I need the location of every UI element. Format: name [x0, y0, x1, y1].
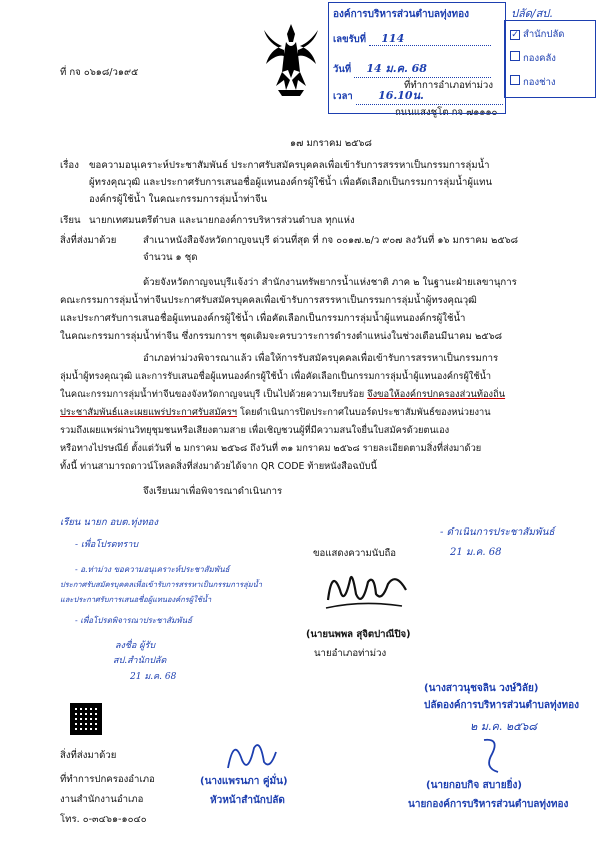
routing-item-label: สำนักปลัด	[523, 29, 565, 40]
note-date: 21 ม.ค. 68	[130, 672, 177, 682]
subject-line-1: ขอความอนุเคราะห์ประชาสัมพันธ์ ประกาศรับสมัครบุคคลเพื่อเข้ารับการสรรหาเป็นกรรมการลุ่มน้ำ	[89, 160, 490, 171]
receipt-number-value: 114	[369, 32, 491, 46]
note-signer: ลงชื่อ ผู้รับ	[115, 641, 156, 651]
footer-office: ที่ทำการปกครองอำเภอ	[60, 774, 155, 785]
paragraph-1-line-1: ด้วยจังหวัดกาญจนบุรีแจ้งว่า สำนักงานทรัพยากรน้ำแห่งชาติ ภาค ๒ ในฐานะฝ่ายเลขานุการ	[143, 277, 517, 288]
paragraph-2-line-4-underlined: ประชาสัมพันธ์และเผยแพร่ประกาศรับสมัครฯ	[60, 407, 238, 418]
footer-section: งานสำนักงานอำเภอ	[60, 794, 144, 805]
paragraph-2-line-2: ลุ่มน้ำผู้ทรงคุณวุฒิ และการรับเสนอชื่อผู้แทนองค์กรผู้ใช้น้ำ เพื่อคัดเลือกเป็นกรรมการลุ่มน้ำผู้แทนองค์กรผู้ใช้น้ำ	[60, 371, 492, 382]
routing-box-title: ปลัด/สป.	[511, 7, 553, 20]
signer-name: (นายนพพล สุจิตปาณีปิจ)	[306, 629, 411, 640]
paragraph-2-line-3-plain: ในคณะกรรมการลุ่มน้ำท่าจีนของจังหวัดกาญจนบุรี เป็นไปด้วยความเรียบร้อย	[60, 389, 368, 400]
subject-label: เรื่อง	[60, 160, 79, 171]
routing-item-label: กองช่าง	[523, 77, 556, 88]
attachment-label: สิ่งที่ส่งมาด้วย	[60, 235, 117, 246]
paragraph-2-line-3-underlined: จึงขอให้องค์กรปกครองส่วนท้องถิ่น	[367, 389, 506, 400]
routing-item-label: กองคลัง	[523, 53, 556, 64]
receipt-time-label: เวลา	[333, 91, 353, 102]
head-stamp-title: หัวหน้าสำนักปลัด	[210, 795, 285, 806]
note-line-3: - อ.ท่าม่วง ขอความอนุเคราะห์ประชาสัมพันธ์	[75, 565, 230, 574]
closing-regards: ขอแสดงความนับถือ	[313, 548, 397, 559]
right-note-line-1: - ดำเนินการประชาสัมพันธ์	[440, 527, 555, 538]
palad-stamp-date: ๒ ม.ค. ๒๕๖๘	[470, 720, 537, 733]
attachment-line-2: จำนวน ๑ ชุด	[143, 252, 198, 263]
receipt-time-value: 16.10น.	[356, 86, 503, 105]
mayor-stamp-title: นายกองค์การบริหารส่วนตำบลทุ่งทอง	[408, 799, 569, 810]
note-line-4: ประกาศรับสมัครบุคคลเพื่อเข้ารับการสรรหาเป็นกรรมการลุ่มน้ำ	[60, 580, 263, 589]
receipt-stamp-org: องค์การบริหารส่วนตำบลทุ่งทอง	[333, 9, 470, 20]
salutation-text: นายกเทศมนตรีตำบล และนายกองค์การบริหารส่วนตำบล ทุกแห่ง	[89, 215, 355, 226]
paragraph-1-line-3: และประกาศรับการเสนอชื่อผู้แทนองค์กรผู้ใช้น้ำ เพื่อคัดเลือกเป็นกรรมการลุ่มน้ำผู้แทนองค์กรผู้ใช้น้ำ	[60, 313, 466, 324]
receipt-number-label: เลขรับที่	[333, 34, 366, 45]
paragraph-2-line-1: อำเภอท่าม่วงพิจารณาแล้ว เพื่อให้การรับสมัครบุคคลเพื่อเข้ารับการสรรหาเป็นกรรมการ	[143, 353, 499, 364]
note-position: สป.สำนักปลัด	[113, 656, 167, 666]
qr-code-icon	[70, 703, 102, 735]
signer-title: นายอำเภอท่าม่วง	[314, 648, 387, 659]
note-line-1: เรียน นายก อบต.ทุ่งทอง	[60, 517, 159, 528]
right-note-date: 21 ม.ค. 68	[450, 547, 502, 558]
footer-phone: โทร. ๐-๓๔๖๑-๑๐๔๐	[60, 814, 147, 825]
paragraph-2-line-4	[60, 406, 491, 419]
palad-stamp-name: (นางสาวนุชจลิน วงษ์วิลัย)	[424, 683, 539, 694]
note-line-6: - เพื่อโปรดพิจารณาประชาสัมพันธ์	[75, 616, 192, 625]
receipt-stamp	[328, 2, 506, 114]
paragraph-2-line-6: หรือทางไปรษณีย์ ตั้งแต่วันที่ ๒ มกราคม ๒๕๖๘ ถึงวันที่ ๓๑ มกราคม ๒๕๖๘ รายละเอียดตามสิ่งที่ส่งมาด้วย	[60, 443, 482, 454]
checkbox-icon	[510, 51, 520, 61]
garuda-emblem-icon	[262, 20, 320, 98]
footer-attachment: สิ่งที่ส่งมาด้วย	[60, 750, 117, 761]
note-line-2: - เพื่อโปรดทราบ	[75, 540, 139, 550]
paragraph-1-line-2: คณะกรรมการลุ่มน้ำท่าจีนประกาศรับสมัครบุคคลเพื่อเข้ารับการสรรหาเป็นกรรมการลุ่มน้ำผู้ทรงคุณวุฒิ	[60, 295, 477, 306]
paragraph-2-line-7: ทั้งนี้ ท่านสามารถดาวน์โหลดสิ่งที่ส่งมาด้วยได้จาก QR CODE ท้ายหนังสือฉบับนี้	[60, 461, 377, 472]
checkbox-checked-icon: ✓	[511, 30, 519, 40]
mayor-stamp-name: (นายกอบกิจ สบายยิ่ง)	[426, 780, 522, 791]
document-date: ๑๗ มกราคม ๒๕๖๘	[290, 138, 372, 149]
paragraph-1-line-4: ในคณะกรรมการลุ่มน้ำท่าจีน ซึ่งกรรมการฯ ชุดเดิมจะครบวาระการดำรงตำแหน่งในช่วงเดือนมีนาคม ๒๕๖๘	[60, 331, 503, 342]
signature-icon	[322, 560, 412, 616]
head-signature-icon	[220, 730, 280, 778]
head-stamp-name: (นางแพรนภา คู่มั่น)	[200, 776, 288, 787]
address-line: ถนนแสงชูโต กจ ๗๑๑๑๐	[395, 107, 498, 118]
attachment-line-1: สำเนาหนังสือจังหวัดกาญจนบุรี ด่วนที่สุด ที่ กจ ๐๐๑๗.๒/ว ๙๐๗ ลงวันที่ ๑๖ มกราคม ๒๕๖๘	[143, 235, 519, 246]
subject-line-2: ผู้ทรงคุณวุฒิ และประกาศรับการเสนอชื่อผู้แทนองค์กรผู้ใช้น้ำ เพื่อคัดเลือกเป็นกรรมการลุ่มน้ำผู้แทน	[89, 177, 493, 188]
checkbox-icon	[510, 75, 520, 85]
receipt-date-label: วันที่	[333, 64, 352, 75]
palad-stamp-title: ปลัดองค์การบริหารส่วนตำบลทุ่งทอง	[424, 700, 579, 711]
receipt-date-value: 14 ม.ค. 68	[354, 59, 491, 78]
document-number: ที่ กจ ๐๖๑๘/ว๑๙๕	[60, 67, 139, 78]
office-line: ที่ทำการอำเภอท่าม่วง	[404, 80, 494, 91]
routing-item-finance[interactable]	[510, 51, 556, 66]
paragraph-2-line-4-plain: โดยดำเนินการปิดประกาศในบอร์ดประชาสัมพันธ์ของหน่วยงาน	[237, 407, 491, 418]
routing-box	[504, 7, 596, 98]
routing-item-works[interactable]	[510, 75, 556, 90]
paragraph-2-line-5: รวมถึงเผยแพร่ผ่านวิทยุชุมชนหรือเสียงตามสาย เพื่อเชิญชวนผู้ที่มีความสนใจยื่นใบสมัครด้วยตนเอง	[60, 425, 450, 436]
note-line-5: และประกาศรับการเสนอชื่อผู้แทนองค์กรผู้ใช้น้ำ	[60, 595, 212, 604]
routing-item-palad[interactable]	[510, 27, 564, 42]
subject-line-3: องค์กรผู้ใช้น้ำ ในคณะกรรมการลุ่มน้ำท่าจีน	[89, 194, 268, 205]
salutation-label: เรียน	[60, 215, 81, 226]
closing-request: จึงเรียนมาเพื่อพิจารณาดำเนินการ	[143, 486, 283, 497]
mayor-signature-icon	[470, 734, 510, 776]
paragraph-2-line-3	[60, 388, 505, 401]
